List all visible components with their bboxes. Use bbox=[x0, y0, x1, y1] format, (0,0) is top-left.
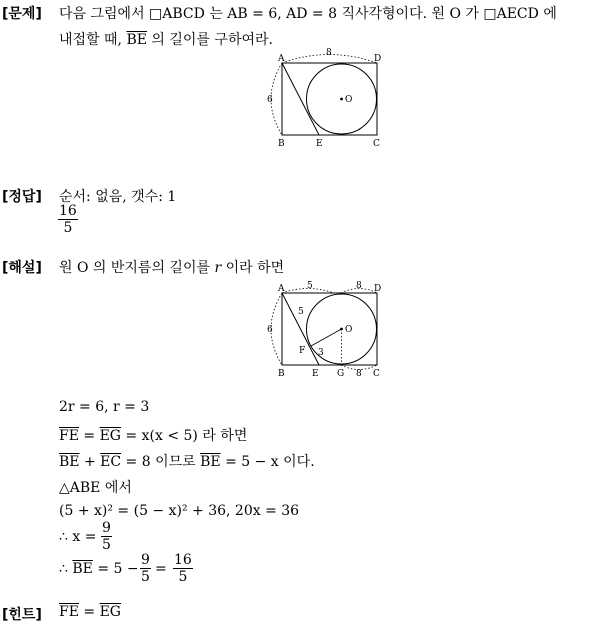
eq-3-plus: + bbox=[79, 454, 101, 470]
label-e-2: E bbox=[312, 369, 319, 379]
solution-intro bbox=[59, 257, 284, 277]
eq-3 bbox=[59, 451, 315, 471]
eq-7-num-2: 16 bbox=[174, 552, 192, 568]
center-o-2 bbox=[340, 328, 343, 331]
label-e: E bbox=[316, 139, 323, 149]
label-g-2: G bbox=[337, 369, 345, 379]
label-5-ae: 5 bbox=[298, 307, 304, 317]
label-5-top: 5 bbox=[307, 281, 313, 291]
label-6-left: 6 bbox=[267, 325, 273, 335]
label-b: B bbox=[278, 139, 285, 149]
label-8-top: 8 bbox=[356, 281, 362, 291]
eq-4: △ABE 에서 bbox=[59, 480, 132, 496]
label-o-2: O bbox=[345, 325, 353, 335]
rect-abcd bbox=[282, 63, 377, 135]
rect-abcd-2 bbox=[282, 293, 377, 365]
solution-intro-a: 원 O 의 반지름의 길이를 bbox=[59, 260, 215, 276]
eq-7-den-1: 5 bbox=[141, 569, 150, 585]
problem-line-1: 다음 그림에서 □ABCD 는 AB = 6, AD = 8 직사각형이다. 원 O 가 □AECD 에 bbox=[59, 6, 557, 22]
label-a: A bbox=[278, 54, 285, 64]
solution-intro-r: r bbox=[214, 260, 222, 276]
eq-2 bbox=[59, 425, 247, 445]
eq-2-eg: $\overline{EG}$ bbox=[99, 428, 121, 444]
eq-7-fraction-2 bbox=[173, 552, 193, 585]
hint-label: [힌트] bbox=[2, 607, 42, 623]
answer-fraction bbox=[58, 203, 78, 236]
segment-ae bbox=[282, 63, 319, 135]
hint-fe: $\overline{FE}$ bbox=[59, 604, 79, 620]
answer-denominator: 5 bbox=[63, 220, 73, 236]
label-f-2: F bbox=[299, 346, 306, 356]
problem-line-2a: 내접할 때, bbox=[59, 32, 127, 48]
eq-6-num: 9 bbox=[102, 520, 111, 536]
answer-label: [정답] bbox=[2, 189, 42, 205]
solution-label: [해설] bbox=[2, 260, 42, 276]
eq-7-den-2: 5 bbox=[178, 569, 188, 585]
hint-eg: $\overline{EG}$ bbox=[99, 604, 121, 620]
label-left-6: 6 bbox=[267, 95, 273, 105]
label-a-2: A bbox=[278, 284, 285, 294]
eq-7-equals: = bbox=[155, 561, 167, 577]
eq-2-fe: $\overline{FE}$ bbox=[59, 428, 79, 444]
label-c: C bbox=[373, 139, 380, 149]
problem-line-2 bbox=[59, 29, 273, 49]
eq-7-therefore: ∴ bbox=[59, 561, 73, 577]
solution-intro-b: 이라 하면 bbox=[221, 260, 285, 276]
label-d-2: D bbox=[374, 284, 382, 294]
label-o: O bbox=[345, 95, 353, 105]
label-d: D bbox=[374, 54, 382, 64]
hint-eq: = bbox=[78, 604, 100, 620]
eq-3-be2: $\overline{BE}$ bbox=[200, 454, 221, 470]
eq-7-mid: = 5 − bbox=[92, 561, 139, 577]
hint-line bbox=[59, 604, 121, 620]
figure-2 bbox=[262, 276, 392, 382]
eq-7-prefix bbox=[59, 561, 139, 577]
eq-7-be: $\overline{BE}$ bbox=[72, 561, 93, 577]
eq-7-num-1: 9 bbox=[141, 552, 150, 568]
segment-be: $\overline{BE}$ bbox=[126, 32, 147, 48]
eq-3-be: $\overline{BE}$ bbox=[59, 454, 80, 470]
eq-3-ec: $\overline{EC}$ bbox=[100, 454, 122, 470]
problem-line-2c: 의 길이를 구하여라. bbox=[146, 32, 273, 48]
label-b-2: B bbox=[278, 369, 285, 379]
label-top-8: 8 bbox=[326, 48, 332, 58]
eq-5: (5 + x)² = (5 − x)² + 36, 20x = 36 bbox=[59, 503, 300, 519]
problem-label: [문제] bbox=[2, 6, 42, 22]
eq-3-rest: = 5 − x 이다. bbox=[220, 454, 315, 470]
answer-line: 순서: 없음, 갯수: 1 bbox=[59, 189, 177, 205]
eq-6-fraction bbox=[101, 520, 112, 553]
eq-7-fraction-1 bbox=[140, 552, 151, 585]
eq-3-mid: = 8 이므로 bbox=[121, 454, 201, 470]
eq-1: 2r = 6, r = 3 bbox=[59, 399, 150, 415]
eq-2-rest: = x(x < 5) 라 하면 bbox=[120, 428, 248, 444]
label-c-2: C bbox=[373, 369, 380, 379]
label-8-bottom: 8 bbox=[356, 369, 362, 379]
answer-numerator: 16 bbox=[59, 203, 77, 219]
eq-6-den: 5 bbox=[102, 537, 111, 553]
eq-6-prefix: ∴ x = bbox=[59, 529, 97, 545]
segment-of bbox=[311, 329, 342, 346]
figure-1 bbox=[262, 48, 392, 150]
eq-2-eq: = bbox=[78, 428, 100, 444]
center-o bbox=[340, 98, 343, 101]
label-3-of: 3 bbox=[318, 348, 324, 358]
